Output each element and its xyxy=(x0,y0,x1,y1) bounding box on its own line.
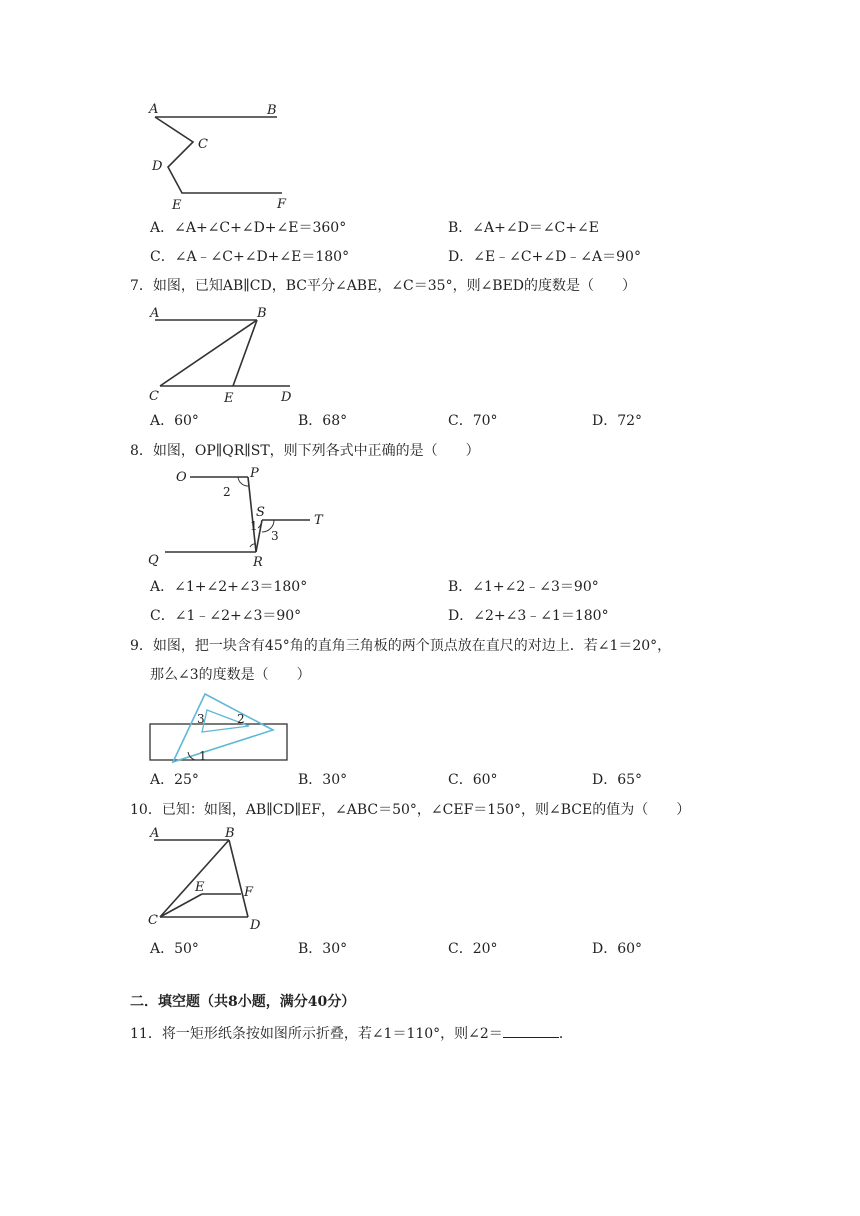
q9-label-3: 3 xyxy=(197,712,205,726)
q6-option-c: C．∠A﹣∠C+∠D+∠E＝180° xyxy=(150,249,350,265)
q9-stem-line2: 那么∠3的度数是（ ） xyxy=(150,667,311,683)
q7-label-c: C xyxy=(149,389,159,404)
q9-label-2: 2 xyxy=(237,712,245,726)
q10-option-c: C．20° xyxy=(448,941,498,957)
q10-stem: 10．已知：如图，AB∥CD∥EF，∠ABC＝50°，∠CEF＝150°，则∠BCE的值为（ ） xyxy=(130,802,691,818)
q8-label-2: 2 xyxy=(223,485,231,499)
q6-figure xyxy=(140,95,310,215)
q6-option-b: B．∠A+∠D＝∠C+∠E xyxy=(448,220,599,236)
q8-label-r: R xyxy=(253,555,263,570)
q8-option-c: C．∠1﹣∠2+∠3＝90° xyxy=(150,608,302,624)
q10-figure xyxy=(140,822,280,937)
q6-option-a: A．∠A+∠C+∠D+∠E＝360° xyxy=(150,220,347,236)
q6-label-a: A xyxy=(149,102,159,117)
q10-label-b: B xyxy=(225,826,235,841)
q7-option-d: D．72° xyxy=(592,413,643,429)
q7-label-e: E xyxy=(224,391,234,406)
q6-label-d: D xyxy=(152,159,163,174)
q8-label-q: Q xyxy=(148,553,159,568)
q6-label-b: B xyxy=(267,103,277,118)
q7-option-c: C．70° xyxy=(448,413,498,429)
q8-option-a: A．∠1+∠2+∠3＝180° xyxy=(150,579,308,595)
q7-figure xyxy=(140,300,310,410)
q10-label-a: A xyxy=(150,826,160,841)
q9-option-b: B．30° xyxy=(298,772,348,788)
q10-label-e: E xyxy=(195,880,205,895)
q8-label-p: P xyxy=(250,466,259,481)
q9-figure xyxy=(145,690,295,765)
q9-label-1: 1 xyxy=(199,749,207,763)
q10-label-d: D xyxy=(250,918,261,933)
q8-label-o: O xyxy=(176,470,187,485)
q6-label-f: F xyxy=(277,197,287,212)
q7-option-a: A．60° xyxy=(150,413,199,429)
q9-option-c: C．60° xyxy=(448,772,498,788)
q7-option-b: B．68° xyxy=(298,413,348,429)
q8-stem: 8．如图，OP∥QR∥ST，则下列各式中正确的是（ ） xyxy=(130,443,480,459)
q10-option-a: A．50° xyxy=(150,941,199,957)
q11-answer-blank[interactable] xyxy=(503,1023,559,1038)
q10-label-c: C xyxy=(148,913,158,928)
q10-option-b: B．30° xyxy=(298,941,348,957)
q11-stem: 11．将一矩形纸条按如图所示折叠，若∠1＝110°，则∠2＝ xyxy=(130,1026,503,1042)
q8-label-3: 3 xyxy=(271,529,279,543)
q8-label-t: T xyxy=(314,513,323,528)
q9-option-a: A．25° xyxy=(150,772,199,788)
q7-label-a: A xyxy=(150,306,160,321)
q8-figure xyxy=(140,462,340,572)
q7-label-b: B xyxy=(257,306,267,321)
q6-label-c: C xyxy=(198,137,208,152)
q10-label-f: F xyxy=(244,885,254,900)
q10-option-d: D．60° xyxy=(592,941,643,957)
q6-option-d: D．∠E﹣∠C+∠D﹣∠A＝90° xyxy=(448,249,641,265)
q8-label-1: 1 xyxy=(250,519,258,533)
section-fill-in-title: 二．填空题（共8小题，满分40分） xyxy=(130,994,356,1010)
q9-stem-line1: 9．如图，把一块含有45°角的直角三角板的两个顶点放在直尺的对边上．若∠1＝20°， xyxy=(130,638,672,654)
q9-option-d: D．65° xyxy=(592,772,643,788)
q11-stem-line xyxy=(130,1023,573,1043)
q8-option-b: B．∠1+∠2﹣∠3＝90° xyxy=(448,579,599,595)
q6-label-e: E xyxy=(172,198,182,213)
q7-label-d: D xyxy=(281,390,292,405)
q8-option-d: D．∠2+∠3﹣∠1＝180° xyxy=(448,608,609,624)
q7-stem: 7．如图，已知AB∥CD，BC平分∠ABE，∠C＝35°，则∠BED的度数是（ ） xyxy=(130,278,637,294)
q8-label-s: S xyxy=(256,505,265,520)
q11-tail: ． xyxy=(558,1026,573,1042)
